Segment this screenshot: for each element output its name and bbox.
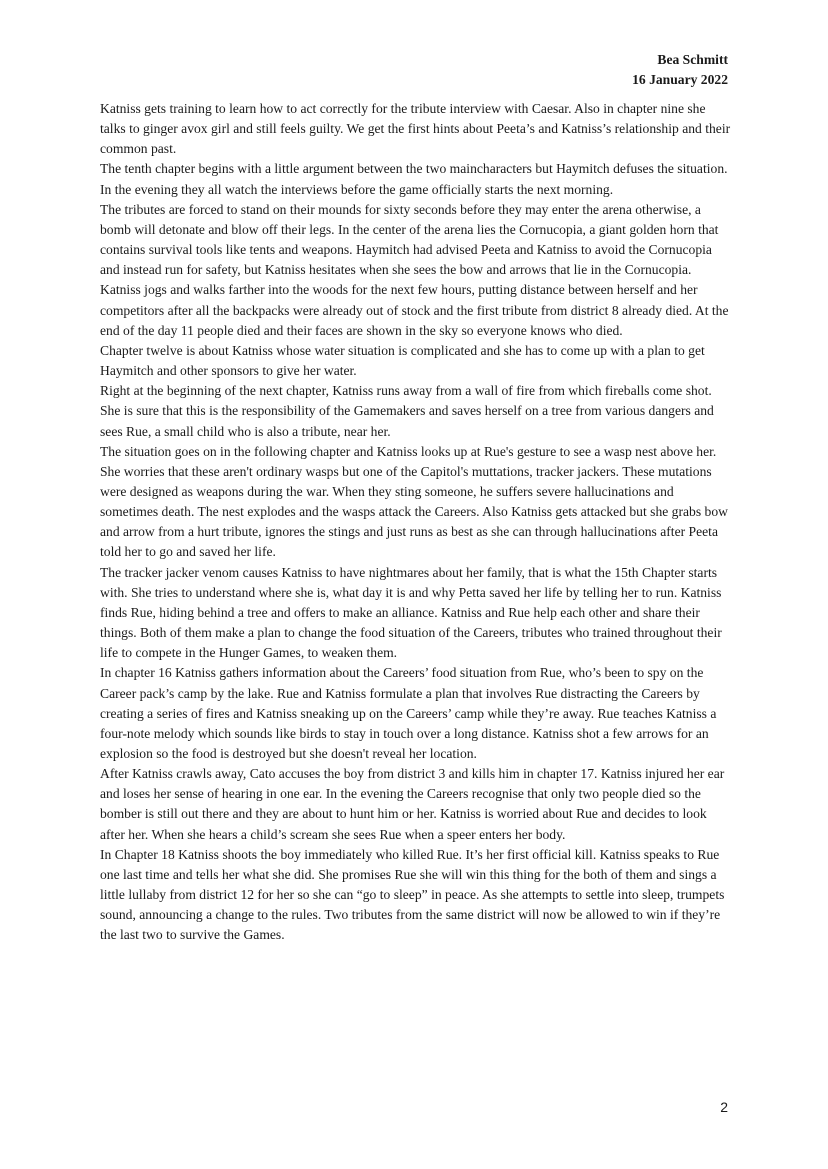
paragraph-chapter-14: The situation goes on in the following chapter and Katniss looks up at Rue's gesture to see a wasp nest above her. She worries that these aren't ordinary wasps but one of the Capitol's muttations, tracker jackers. These mutations were designed as weapons during the war. When they sting someone, he suffers severe hallucinations and sometimes death. The nest explodes and the wasps attack the Careers. Also Katniss gets attacked but she grabs bow and arrow from a hurt tribute, ignores the stings and just runs as best as she can through hallucinations after Peeta told her to go and saved her life.	[100, 443, 728, 560]
paragraph-chapter-10: The tenth chapter begins with a little argument between the two maincharacters but Haymitch defuses the situation. In the evening they all watch the interviews before the game officially starts the next morning.	[100, 161, 728, 197]
paragraph-chapter-11: The tributes are forced to stand on their mounds for sixty seconds before they may enter the arena otherwise, a bomb will detonate and blow off their legs. In the center of the arena lies the Cornucopia, a giant golden horn that contains survival tools like tents and weapons. Haymitch had advised Peeta and Katniss to avoid the Cornucopia and instead run for safety, but Katniss hesitates when she sees the bow and arrows that lie in the Cornucopia. Katniss jogs and walks farther into the woods for the next few hours, putting distance between herself and her competitors after all the backpacks were already out of stock and the first tribute from district 8 already died. At the end of the day 11 people died and their faces are shown in the sky so everyone knows who died.	[100, 201, 729, 338]
page-header	[632, 50, 728, 90]
paragraph-chapter-15: The tracker jacker venom causes Katniss to have nightmares about her family, that is what the 15th Chapter starts with. She tries to understand where she is, what day it is and why Petta saved her life by telling her to run. Katniss finds Rue, hiding behind a tree and offers to make an alliance. Katniss and Rue help each other and share their things. Both of them make a plan to change the food situation of the Careers, tributes who trained throughout their life to compete in the Hunger Games, to weaken them.	[100, 564, 722, 661]
paragraph-chapter-16: In chapter 16 Katniss gathers information about the Careers’ food situation from Rue, who’s been to spy on the Career pack’s camp by the lake. Rue and Katniss formulate a plan that involves Rue distracting the Careers by creating a series of fires and Katniss sneaking up on the Careers’ camp while they’re away. Rue teaches Katniss a four-note melody which sounds like birds to stay in touch over a long distance. Katniss shot a few arrows for an explosion so the food is destroyed but she doesn't reveal her location.	[100, 665, 717, 761]
document-date: 16 January 2022	[632, 72, 728, 87]
paragraph-chapter-18: In Chapter 18 Katniss shoots the boy immediately who killed Rue. It’s her first official kill. Katniss speaks to Rue one last time and tells her what she did. She promises Rue she will win this thing for the both of them and sings a little lullaby from district 12 for her so she can “go to sleep” in peace. As she attempts to settle into sleep, trumpets sound, announcing a change to the rules. Two tributes from the same district will now be allowed to win if they’re the last two to survive the Games.	[100, 846, 725, 943]
body-text	[100, 99, 732, 946]
paragraph-chapter-13: Right at the beginning of the next chapter, Katniss runs away from a wall of fire from which fireballs come shot. She is sure that this is the responsibility of the Gamemakers and saves herself on a tree from various dangers and sees Rue, a small child who is also a tribute, near her.	[100, 383, 714, 439]
paragraph-chapter-17: After Katniss crawls away, Cato accuses the boy from district 3 and kills him in chapter 17. Katniss injured her ear and loses her sense of hearing in one ear. In the evening the Careers recognise that only two people died so the bomber is still out there and they are about to hunt him or her. Katniss is worried about Rue and decides to look after her. When she hears a child’s scream she sees Rue when a speer enters her body.	[100, 766, 725, 842]
author-name: Bea Schmitt	[657, 52, 728, 67]
paragraph-chapter-9: Katniss gets training to learn how to act correctly for the tribute interview with Caesar. Also in chapter nine she talks to ginger avox girl and still feels guilty. We get the first hints about Peeta’s and Katniss’s relationship and their common past.	[100, 101, 731, 157]
paragraph-chapter-12: Chapter twelve is about Katniss whose water situation is complicated and she has to come up with a plan to get Haymitch and other sponsors to give her water.	[100, 342, 705, 379]
page-number: 2	[720, 1099, 728, 1115]
